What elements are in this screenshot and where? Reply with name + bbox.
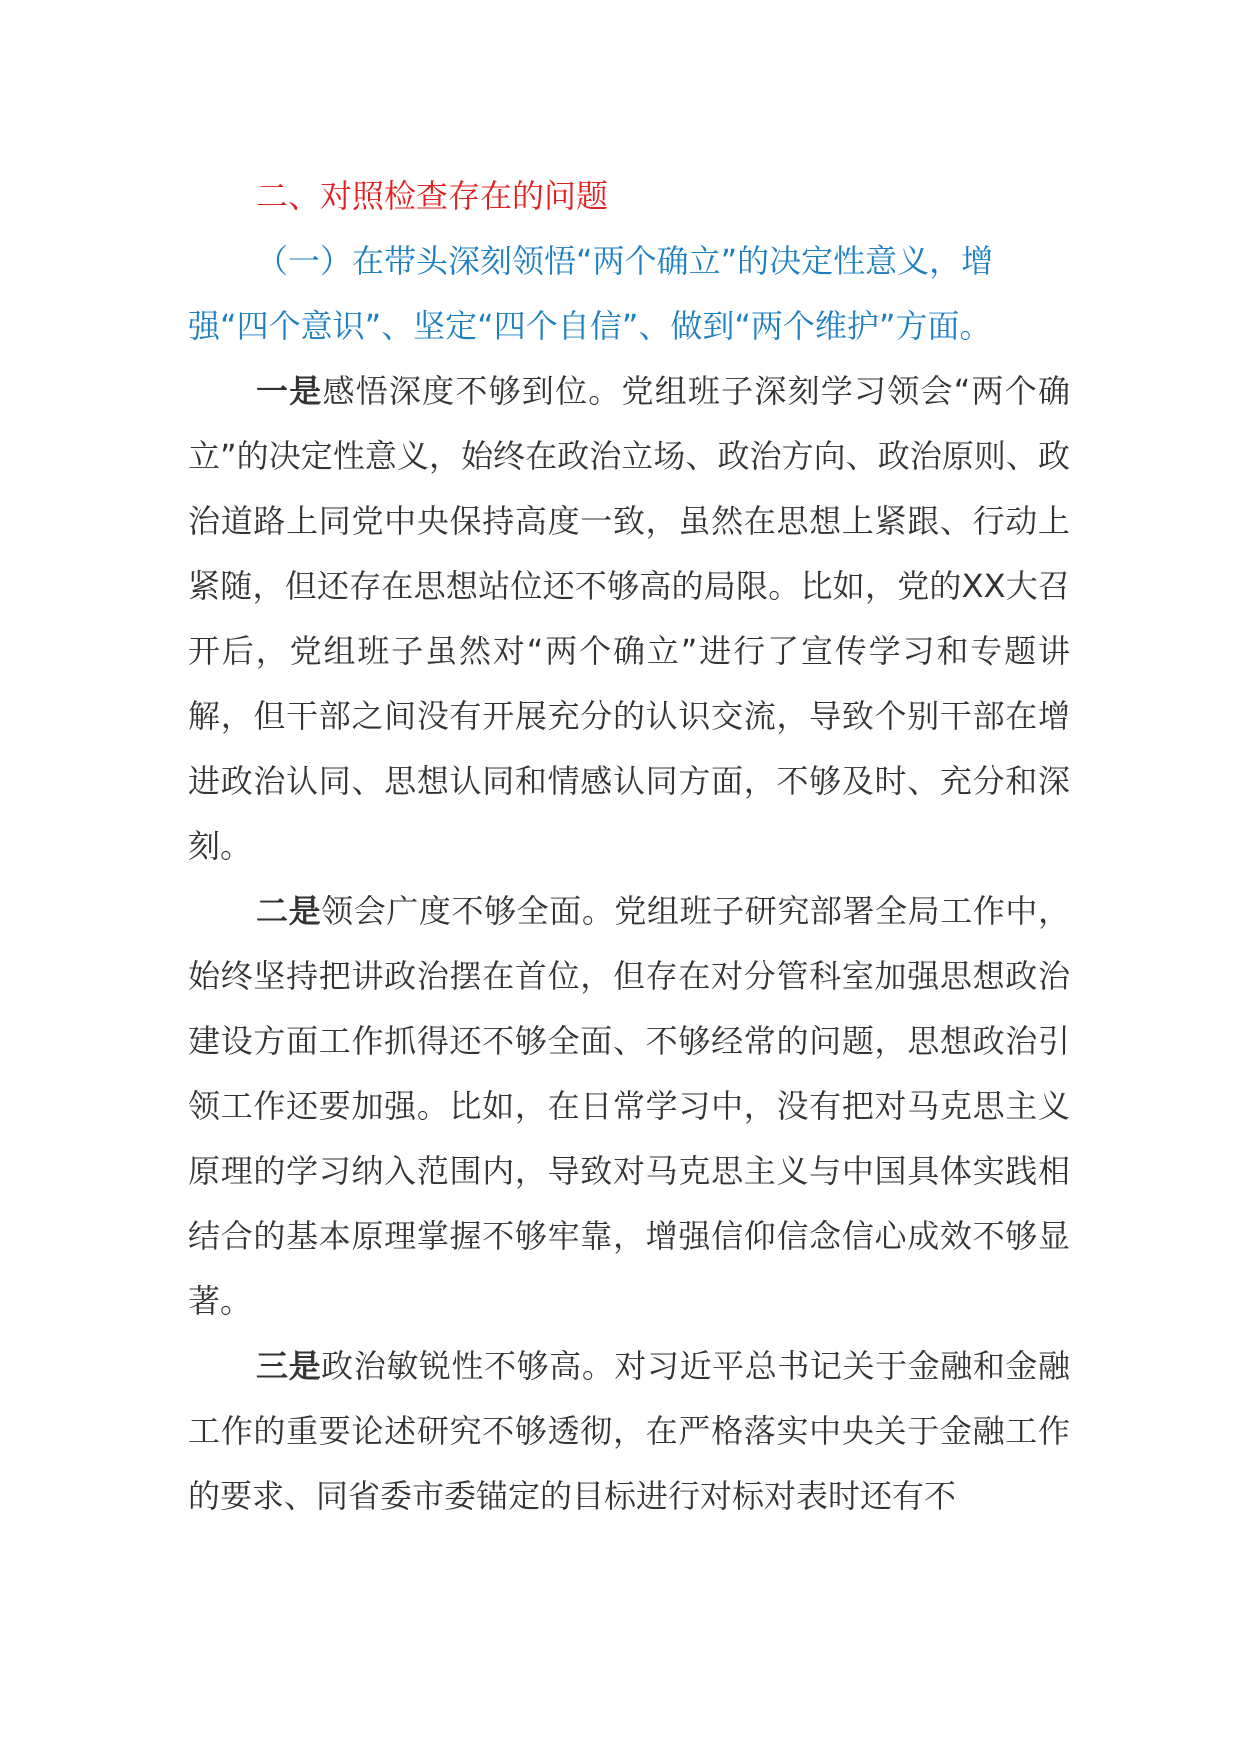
paragraph-lead: 三是 (256, 1347, 322, 1385)
paragraph-lead: 二是 (256, 892, 322, 930)
paragraph-lead: 一是 (256, 372, 323, 410)
paragraph-three (188, 1334, 1070, 1529)
paragraph-one (188, 359, 1070, 879)
section-title: 二、对照检查存在的问题 (256, 177, 609, 215)
paragraph-text: 感悟深度不够到位。党组班子深刻学习领会“两个确立”的决定性意义，始终在政治立场、政治方向、政治原则、政治道路上同党中央保持高度一致，虽然在思想上紧跟、行动上紧随，但还存在思想站位还不够高的局限。比如，党的XX大召开后，党组班子虽然对“两个确立”进行了宣传学习和专题讲解，但干部之间没有开展充分的认识交流，导致个别干部在增进政治认同、思想认同和情感认同方面，不够及时、充分和深刻。 (188, 372, 1070, 865)
document-body (188, 164, 1070, 1529)
subsection-title: （一）在带头深刻领悟“两个确立”的决定性意义，增强“四个意识”、坚定“四个自信”、做到“两个维护”方面。 (188, 242, 994, 345)
paragraph-two (188, 879, 1070, 1334)
paragraph-text: 政治敏锐性不够高。对习近平总书记关于金融和金融工作的重要论述研究不够透彻，在严格落实中央关于金融工作的要求、同省委市委锚定的目标进行对标对表时还有不 (188, 1347, 1070, 1515)
paragraph-text: 领会广度不够全面。党组班子研究部署全局工作中，始终坚持把讲政治摆在首位，但存在对分管科室加强思想政治建设方面工作抓得还不够全面、不够经常的问题，思想政治引领工作还要加强。比如，在日常学习中，没有把对马克思主义原理的学习纳入范围内，导致对马克思主义与中国具体实践相结合的基本原理掌握不够牢靠，增强信仰信念信心成效不够显著。 (188, 892, 1070, 1320)
